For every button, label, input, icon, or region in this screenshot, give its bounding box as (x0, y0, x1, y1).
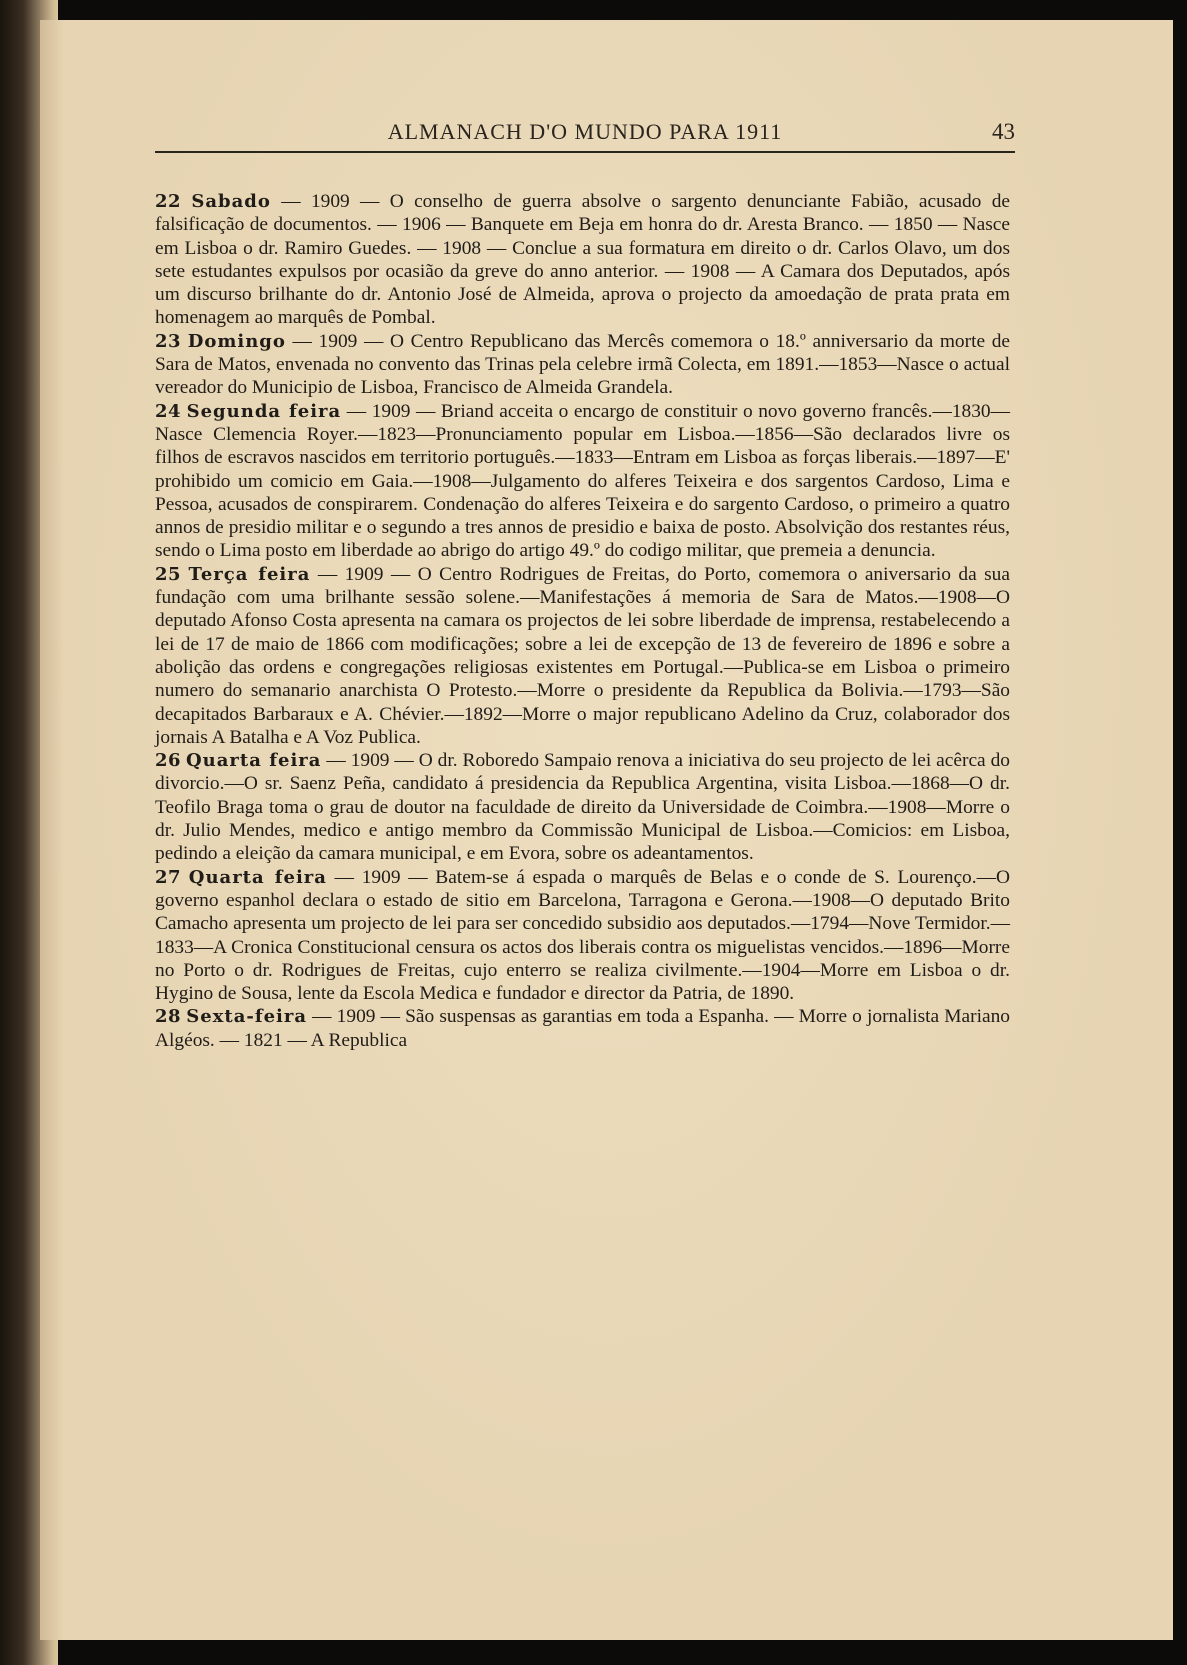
entry-day: 28 (155, 1006, 182, 1028)
running-header (155, 119, 1015, 153)
entry-text: — 1909 — O conselho de guerra absolve o sargento denunciante Fabião, acusado de falsificação de documentos. — 1906 — Banquete em Beja em honra do dr. Aresta Branco. — 1850 — Nasce em Lisboa o dr. Ramiro Guedes. — 1908 — Conclue a sua formatura em direito o dr. Carlos Olavo, um dos sete estudantes expulsos por ocasião da greve do anno anterior. — 1908 — A Camara dos Deputados, após um discurso brilhante do dr. Antonio José de Almeida, aprova o projecto da amoedação de prata prata em homenagem ao marquês de Pombal. (155, 191, 1010, 329)
entry-text: — 1909 — O Centro Rodrigues de Freitas, do Porto, comemora o aniversario da sua fundação com uma brilhante sessão solene.—Manifestações á memoria de Sara de Matos.—1908—O deputado Afonso Costa apresenta na camara os projectos de lei sobre liberdade de imprensa, restabelecendo a lei de 17 de maio de 1866 com modificações; sobre a lei de excepção de 13 de fevereiro de 1896 e sobre a abolição das ordens e congregações religiosas existentes em Portugal.—Publica-se em Lisboa o primeiro numero do semanario anarchista O Protesto.—Morre o presidente da Republica da Bolivia.—1793—São decapitados Barbaraux e A. Chévier.—1892—Morre o major republicano Adelino da Cruz, colaborador dos jornais A Batalha e A Voz Publica. (155, 563, 1010, 748)
entry-text: — 1909 — O dr. Roboredo Sampaio renova a iniciativa do seu projecto de lei acêrca do divorcio.—O sr. Saenz Peña, candidato á presidencia da Republica Argentina, visita Lisboa.—1868—O dr. Teofilo Braga toma o grau de doutor na faculdade de direito da Universidade de Coimbra.—1908—Morre o dr. Julio Mendes, medico e antigo membro da Commissão Municipal de Lisboa.—Comicios: em Lisboa, pedindo a eleição da camara municipal, e em Evora, sobre os adeantamentos. (155, 750, 1010, 865)
entry-weekday: Segunda feira (186, 400, 342, 422)
entry-weekday: Quarta feira (188, 866, 327, 888)
entry-26 (155, 749, 1010, 865)
almanac-entries (155, 190, 1010, 1052)
entry-24 (155, 400, 1010, 563)
entry-text: — 1909 — O Centro Republicano das Mercês comemora o 18.º anniversario da morte de Sara de Matos, envenada no convento das Trinas pela celebre irmã Colecta, em 1891.—1853—Nasce o actual vereador do Municipio de Lisboa, Francisco de Almeida Grandela. (155, 330, 1010, 399)
entry-weekday: Sexta-feira (186, 1006, 308, 1028)
entry-weekday: Sabado (191, 191, 271, 212)
almanac-title: ALMANACH D'O MUNDO PARA 1911 (387, 119, 783, 144)
page-number: 43 (992, 119, 1015, 144)
entry-day: 24 (155, 400, 182, 422)
entry-day: 25 (155, 563, 182, 585)
entry-day: 22 (155, 191, 182, 212)
entry-day: 23 (155, 330, 182, 352)
entry-text: — 1909 — Batem-se á espada o marquês de Belas e o conde de S. Lourenço.—O governo espanhol declara o estado de sitio em Barcelona, Tarragona e Gerona.—1908—O deputado Brito Camacho apresenta um projecto de lei para ser concedido subsidio aos deputados.—1794—Nove Termidor.—1833—A Cronica Constitucional censura os actos dos liberais contra os miguelistas vencidos.—1896—Morre no Porto o dr. Rodrigues de Freitas, cujo enterro se realiza civilmente.—1904—Morre em Lisboa o dr. Hygino de Sousa, lente da Escola Medica e fundador e director da Patria, de 1890. (155, 866, 1010, 1005)
entry-text: — 1909 — São suspensas as garantias em toda a Espanha. — Morre o jornalista Mariano Algéos. — 1821 — A Republica (155, 1006, 1010, 1051)
entry-weekday: Domingo (187, 330, 286, 352)
entry-28 (155, 1005, 1010, 1052)
entry-25 (155, 563, 1010, 749)
entry-text: — 1909 — Briand acceita o encargo de constituir o novo governo francês.—1830—Nasce Clemencia Royer.—1823—Pronunciamento popular em Lisboa.—1856—São declarados livre os filhos de escravos nascidos em territorio português.—1833—Entram em Lisboa as forças liberais.—1897—E' prohibido um comicio em Gaia.—1908—Julgamento do alferes Teixeira e dos sargentos Cardoso, Lima e Pessoa, acusados de conspirarem. Condenação do alferes Teixeira e do sargento Cardoso, o primeiro a quatro annos de presidio militar e o segundo a tres annos de presidio e baixa de posto. Absolvição dos restantes réus, sendo o Lima posto em liberdade ao abrigo do artigo 49.º do codigo militar, que premeia a denuncia. (155, 400, 1011, 562)
entry-weekday: Quarta feira (186, 750, 322, 772)
entry-day: 26 (155, 750, 182, 772)
entry-weekday: Terça feira (188, 563, 311, 585)
entry-day: 27 (155, 866, 182, 888)
entry-27 (155, 866, 1010, 1006)
entry-22 (155, 190, 1010, 330)
entry-23 (155, 330, 1010, 400)
